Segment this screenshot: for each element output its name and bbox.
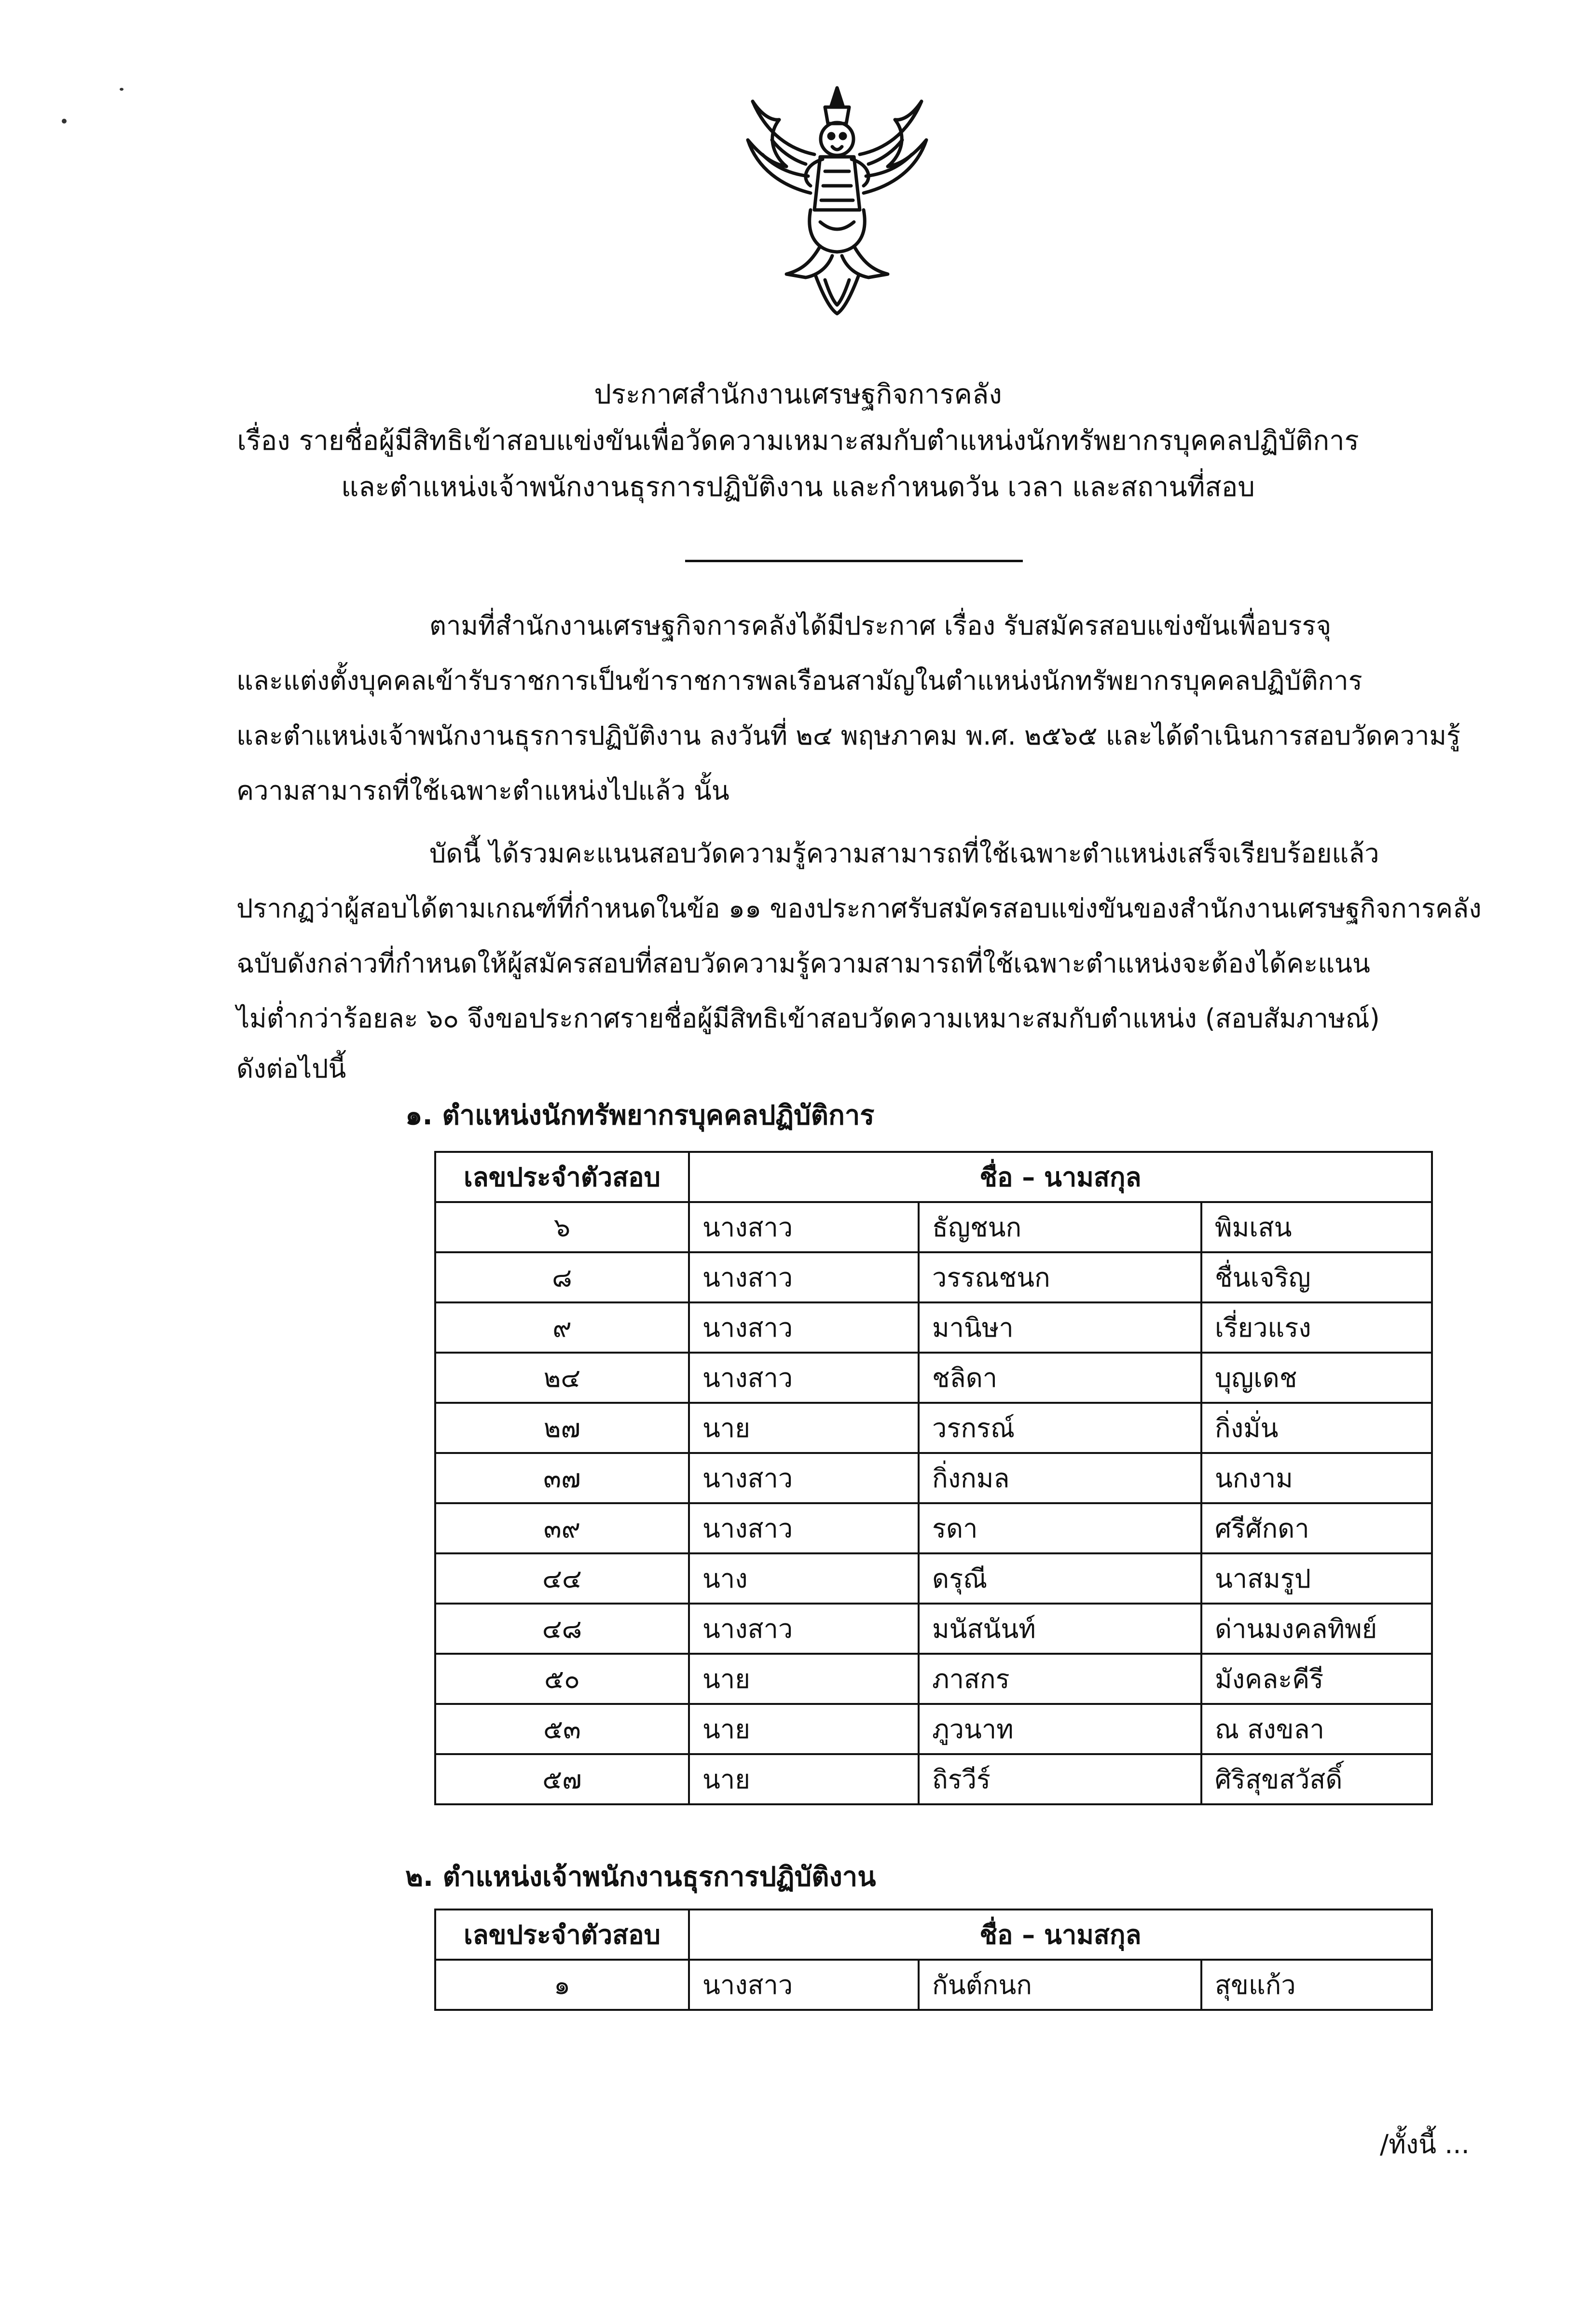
exam-id-cell: ๑ (435, 1960, 689, 2010)
last-name-cell: กิ่งมั่น (1201, 1403, 1432, 1453)
first-name-cell: ถิรวีร์ (919, 1754, 1201, 1804)
table-row (435, 1503, 1432, 1553)
title-prefix-cell: นางสาว (689, 1604, 919, 1654)
garuda-emblem-icon (733, 82, 941, 318)
title-prefix-cell: นางสาว (689, 1353, 919, 1403)
exam-id-cell: ๙ (435, 1302, 689, 1353)
title-prefix-cell: นาย (689, 1403, 919, 1453)
last-name-cell: ณ สงขลา (1201, 1704, 1432, 1754)
first-name-cell: ดรุณี (919, 1553, 1201, 1604)
title-prefix-cell: นาย (689, 1704, 919, 1754)
subject-line-1: เรื่อง รายชื่อผู้มีสิทธิเข้าสอบแข่งขันเพื่อวัดความเหมาะสมกับตำแหน่งนักทรัพยากรบุคคลปฏิบัติการ (237, 425, 1359, 457)
table-header-row (435, 1152, 1432, 1202)
exam-id-cell: ๔๘ (435, 1604, 689, 1654)
continuation-marker: /ทั้งนี้ ... (1380, 2129, 1470, 2159)
first-name-cell: วรรณชนก (919, 1252, 1201, 1302)
section-1-table (434, 1151, 1433, 1805)
table-row (435, 1302, 1432, 1353)
table-header-row (435, 1910, 1432, 1960)
exam-id-cell: ๕๐ (435, 1654, 689, 1704)
exam-id-cell: ๕๓ (435, 1704, 689, 1754)
title-prefix-cell: นางสาว (689, 1252, 919, 1302)
paragraph-2-line-2: ปรากฏว่าผู้สอบได้ตามเกณฑ์ที่กำหนดในข้อ ๑๑ ของประกาศรับสมัครสอบแข่งขันของสำนักงานเศรษฐกิจการคลัง (236, 893, 1482, 924)
column-header-exam-id: เลขประจำตัวสอบ (435, 1152, 689, 1202)
exam-id-cell: ๒๔ (435, 1353, 689, 1403)
exam-id-cell: ๓๗ (435, 1453, 689, 1503)
subject-line-2: และตำแหน่งเจ้าพนักงานธุรการปฏิบัติงาน และกำหนดวัน เวลา และสถานที่สอบ (341, 471, 1255, 503)
section-2-title: ๒. ตำแหน่งเจ้าพนักงานธุรการปฏิบัติงาน (405, 1861, 876, 1893)
paragraph-1-line-1: ตามที่สำนักงานเศรษฐกิจการคลังได้มีประกาศ เรื่อง รับสมัครสอบแข่งขันเพื่อบรรจุ (429, 610, 1332, 641)
first-name-cell: ภาสกร (919, 1654, 1201, 1704)
exam-id-cell: ๔๔ (435, 1553, 689, 1604)
announcement-title: ประกาศสำนักงานเศรษฐกิจการคลัง (594, 379, 1002, 410)
exam-id-cell: ๒๗ (435, 1403, 689, 1453)
last-name-cell: นกงาม (1201, 1453, 1432, 1503)
last-name-cell: บุญเดช (1201, 1353, 1432, 1403)
title-prefix-cell: นางสาว (689, 1453, 919, 1503)
column-header-full-name: ชื่อ – นามสกุล (689, 1152, 1432, 1202)
last-name-cell: ศรีศักดา (1201, 1503, 1432, 1553)
last-name-cell: ศิริสุขสวัสดิ์ (1201, 1754, 1432, 1804)
exam-id-cell: ๕๗ (435, 1754, 689, 1804)
section-1-title: ๑. ตำแหน่งนักทรัพยากรบุคคลปฏิบัติการ (405, 1100, 875, 1131)
first-name-cell: ชลิดา (919, 1353, 1201, 1403)
title-prefix-cell: นาย (689, 1654, 919, 1704)
last-name-cell: พิมเสน (1201, 1202, 1432, 1252)
first-name-cell: มานิษา (919, 1302, 1201, 1353)
scan-speck (120, 88, 124, 91)
title-prefix-cell: นางสาว (689, 1503, 919, 1553)
first-name-cell: ธัญชนก (919, 1202, 1201, 1252)
title-prefix-cell: นาย (689, 1754, 919, 1804)
table-row (435, 1202, 1432, 1252)
table-row (435, 1252, 1432, 1302)
table-row (435, 1453, 1432, 1503)
last-name-cell: เรี่ยวแรง (1201, 1302, 1432, 1353)
title-prefix-cell: นางสาว (689, 1960, 919, 2010)
table-row (435, 1604, 1432, 1654)
table-row (435, 1553, 1432, 1604)
paragraph-1-line-2: และแต่งตั้งบุคคลเข้ารับราชการเป็นข้าราชการพลเรือนสามัญในตำแหน่งนักทรัพยากรบุคคลปฏิบัติการ (236, 665, 1362, 696)
exam-id-cell: ๓๙ (435, 1503, 689, 1553)
table-row (435, 1654, 1432, 1704)
exam-id-cell: ๘ (435, 1252, 689, 1302)
title-prefix-cell: นางสาว (689, 1302, 919, 1353)
table-row (435, 1754, 1432, 1804)
first-name-cell: กันต์กนก (919, 1960, 1201, 2010)
paragraph-2-line-4: ไม่ต่ำกว่าร้อยละ ๖๐ จึงขอประกาศรายชื่อผู้มีสิทธิเข้าสอบวัดความเหมาะสมกับตำแหน่ง (สอบสัมภาษณ์) (236, 1003, 1380, 1034)
title-prefix-cell: นาง (689, 1553, 919, 1604)
section-2-table (434, 1909, 1433, 2011)
exam-id-cell: ๖ (435, 1202, 689, 1252)
last-name-cell: ด่านมงคลทิพย์ (1201, 1604, 1432, 1654)
last-name-cell: ชื่นเจริญ (1201, 1252, 1432, 1302)
column-header-exam-id: เลขประจำตัวสอบ (435, 1910, 689, 1960)
title-divider (685, 560, 1023, 562)
paragraph-1-line-3: และตำแหน่งเจ้าพนักงานธุรการปฏิบัติงาน ลงวันที่ ๒๔ พฤษภาคม พ.ศ. ๒๕๖๕ และได้ดำเนินการสอบวัดความรู้ (236, 720, 1460, 751)
paragraph-2-line-3: ฉบับดังกล่าวที่กำหนดให้ผู้สมัครสอบที่สอบวัดความรู้ความสามารถที่ใช้เฉพาะตำแหน่งจะต้องได้คะแนน (236, 948, 1370, 979)
first-name-cell: รดา (919, 1503, 1201, 1553)
first-name-cell: กิ่งกมล (919, 1453, 1201, 1503)
table-row (435, 1704, 1432, 1754)
paragraph-2-line-5: ดังต่อไปนี้ (236, 1053, 346, 1084)
title-prefix-cell: นางสาว (689, 1202, 919, 1252)
last-name-cell: นาสมรูป (1201, 1553, 1432, 1604)
paragraph-2-line-1: บัดนี้ ได้รวมคะแนนสอบวัดความรู้ความสามารถที่ใช้เฉพาะตำแหน่งเสร็จเรียบร้อยแล้ว (429, 838, 1379, 869)
column-header-full-name: ชื่อ – นามสกุล (689, 1910, 1432, 1960)
first-name-cell: วรกรณ์ (919, 1403, 1201, 1453)
first-name-cell: ภูวนาท (919, 1704, 1201, 1754)
table-row (435, 1403, 1432, 1453)
last-name-cell: สุขแก้ว (1201, 1960, 1432, 2010)
paragraph-1-line-4: ความสามารถที่ใช้เฉพาะตำแหน่งไปแล้ว นั้น (236, 775, 729, 806)
table-row (435, 1960, 1432, 2010)
first-name-cell: มนัสนันท์ (919, 1604, 1201, 1654)
table-row (435, 1353, 1432, 1403)
last-name-cell: มังคละคีรี (1201, 1654, 1432, 1704)
scan-speck (62, 119, 67, 124)
